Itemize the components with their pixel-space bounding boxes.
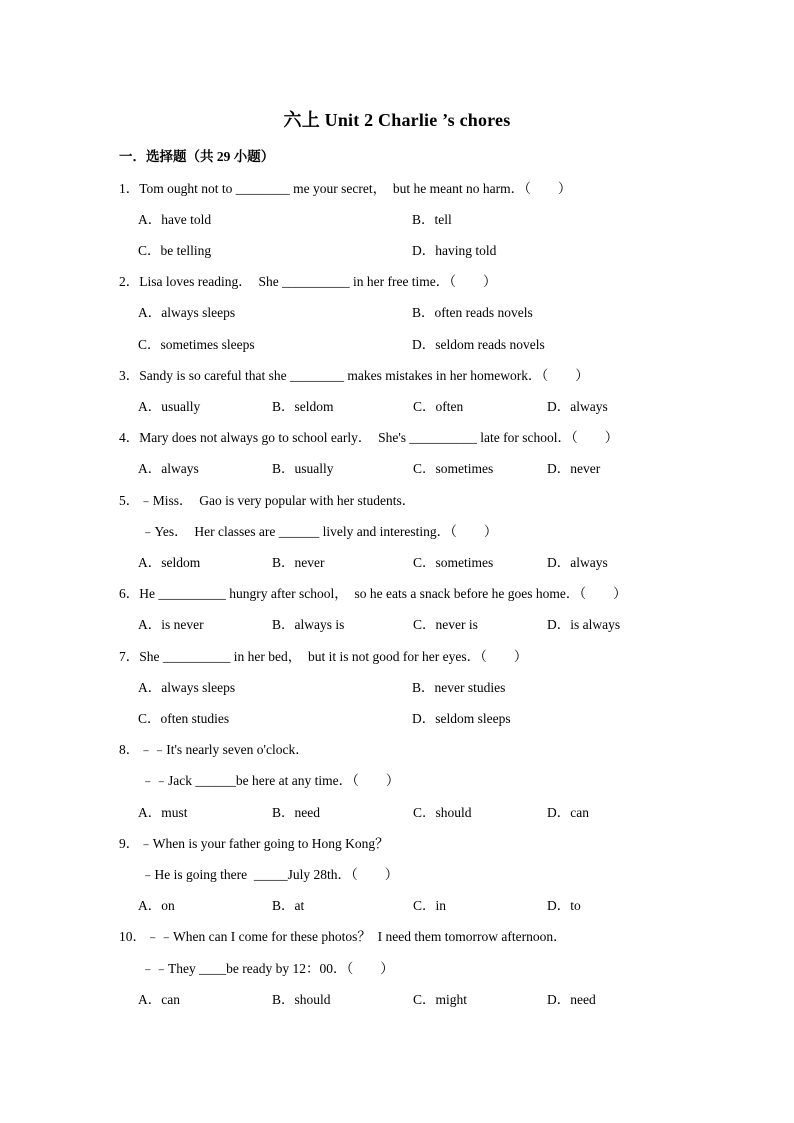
question-6-stem: 6．He __________ hungry after school， so he eats a snack before he goes home．（ ） [119,586,627,601]
question-4-option-c[interactable]: C．sometimes [413,461,494,476]
question-7-option-a[interactable]: A．always sleeps [138,680,236,695]
question-8-option-a[interactable]: A．must [138,805,188,820]
question-5-stem: 5．﹣Miss． Gao is very popular with her students． [119,493,416,508]
question-5-option-b[interactable]: B．never [272,555,325,570]
question-9-option-a[interactable]: A．on [138,898,175,913]
question-6-option-c[interactable]: C．never is [413,617,478,632]
question-8-stem: 8．﹣﹣It's nearly seven o'clock． [119,742,309,757]
question-6-option-a[interactable]: A．is never [138,617,204,632]
question-10-option-b[interactable]: B．should [272,992,331,1007]
question-7-option-b[interactable]: B．never studies [412,680,506,695]
question-8-option-d[interactable]: D．can [547,805,589,820]
question-9-stem: 9．﹣When is your father going to Hong Kong？ [119,836,389,851]
page-title: 六上 Unit 2 Charlie ’s chores [283,110,511,130]
question-3-stem: 3．Sandy is so careful that she ________ makes mistakes in her homework．（ ） [119,368,589,383]
question-7-option-c[interactable]: C．often studies [138,711,230,726]
question-3-option-a[interactable]: A．usually [138,399,201,414]
question-4-option-a[interactable]: A．always [138,461,199,476]
question-6-option-d[interactable]: D．is always [547,617,621,632]
question-8-stem-reply: ﹣﹣Jack ______be here at any time．（ ） [141,773,400,788]
section-header: 一．选择题（共 29 小题） [119,149,275,164]
question-3-option-c[interactable]: C．often [413,399,464,414]
question-2-option-c[interactable]: C．sometimes sleeps [138,337,255,352]
question-9-option-d[interactable]: D．to [547,898,581,913]
question-6-option-b[interactable]: B．always is [272,617,345,632]
question-10-stem: 10．﹣﹣When can I come for these photos？ I need them tomorrow afternoon． [119,929,567,944]
question-3-option-b[interactable]: B．seldom [272,399,334,414]
question-1-option-d[interactable]: D．having told [412,243,497,258]
question-2-stem: 2．Lisa loves reading． She __________ in her free time．（ ） [119,274,497,289]
question-9-option-c[interactable]: C．in [413,898,447,913]
question-9-option-b[interactable]: B．at [272,898,305,913]
question-1-option-a[interactable]: A．have told [138,212,212,227]
question-2-option-a[interactable]: A．always sleeps [138,305,236,320]
question-8-option-b[interactable]: B．need [272,805,320,820]
question-4-stem: 4．Mary does not always go to school early． She's __________ late for school．（ ） [119,430,619,445]
question-1-stem: 1．Tom ought not to ________ me your secret， but he meant no harm．（ ） [119,181,572,196]
question-9-stem-reply: ﹣He is going there _____July 28th．（ ） [141,867,399,882]
question-5-option-d[interactable]: D．always [547,555,608,570]
question-1-option-c[interactable]: C．be telling [138,243,212,258]
question-5-option-c[interactable]: C．sometimes [413,555,494,570]
question-5-option-a[interactable]: A．seldom [138,555,201,570]
question-4-option-b[interactable]: B．usually [272,461,334,476]
question-10-stem-reply: ﹣﹣They ____be ready by 12：00．（ ） [141,961,394,976]
question-10-option-d[interactable]: D．need [547,992,596,1007]
question-1-option-b[interactable]: B．tell [412,212,452,227]
question-2-option-d[interactable]: D．seldom reads novels [412,337,545,352]
question-8-option-c[interactable]: C．should [413,805,472,820]
question-10-option-c[interactable]: C．might [413,992,468,1007]
question-5-stem-reply: ﹣Yes． Her classes are ______ lively and interesting．（ ） [141,524,498,539]
question-7-option-d[interactable]: D．seldom sleeps [412,711,511,726]
question-4-option-d[interactable]: D．never [547,461,601,476]
question-7-stem: 7．She __________ in her bed， but it is not good for her eyes．（ ） [119,649,528,664]
question-2-option-b[interactable]: B．often reads novels [412,305,533,320]
question-10-option-a[interactable]: A．can [138,992,180,1007]
question-3-option-d[interactable]: D．always [547,399,608,414]
